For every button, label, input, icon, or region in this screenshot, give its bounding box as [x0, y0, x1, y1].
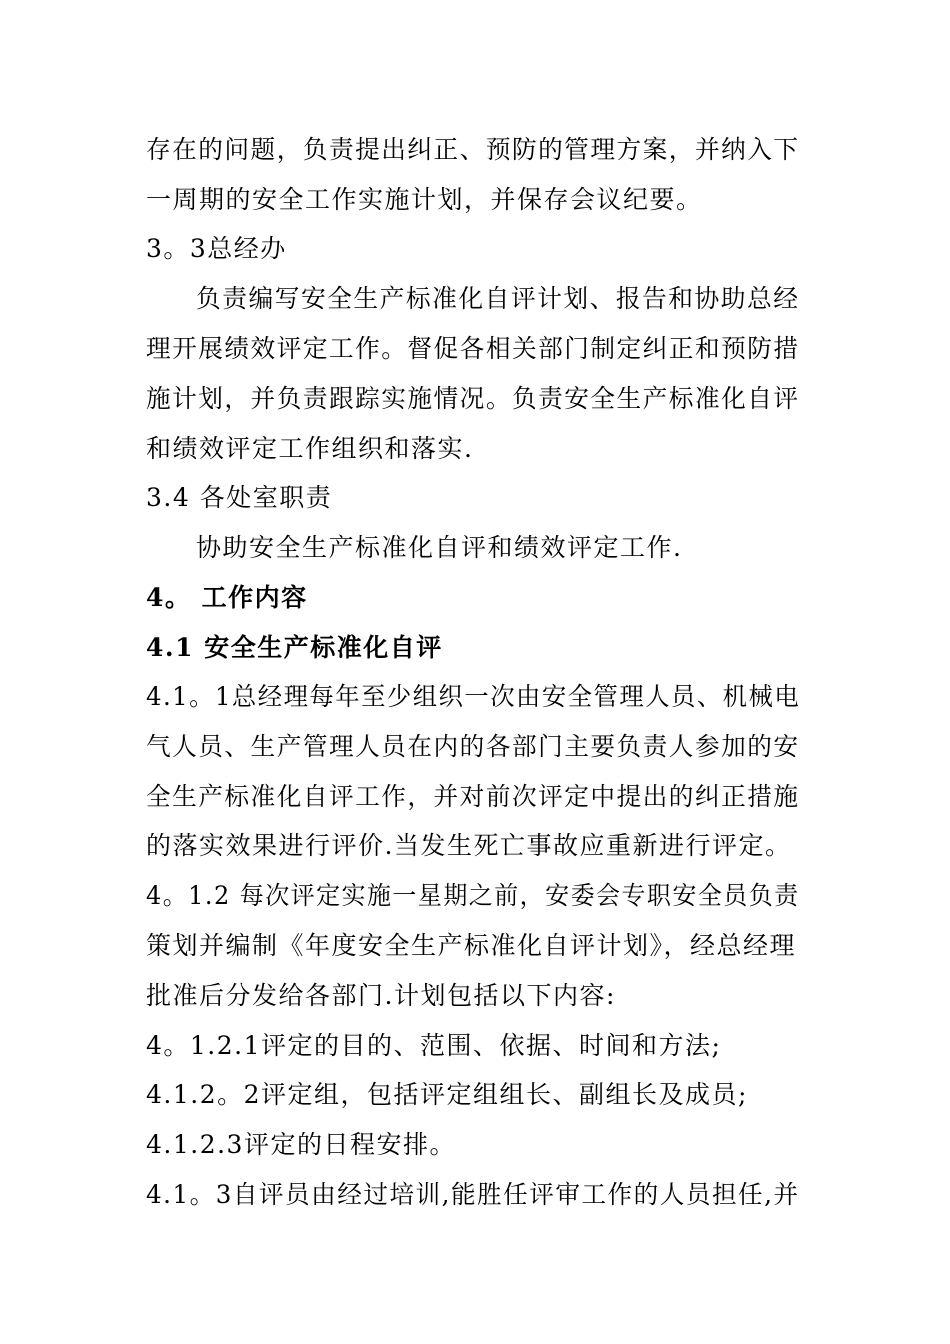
paragraph-line: 批准后分发给各部门.计划包括以下内容:	[146, 981, 616, 1010]
section-heading-4-1: 4.1 安全生产标准化自评	[146, 633, 443, 662]
paragraph-line: 4.1。1总经理每年至少组织一次由安全管理人员、机械电	[146, 682, 801, 711]
list-item: 4.1.2.3评定的日程安排。	[146, 1130, 456, 1159]
text-line: 存在的问题，负责提出纠正、预防的管理方案，并纳入下	[146, 135, 800, 164]
paragraph-line: 负责编写安全生产标准化自评计划、报告和协助总经	[196, 284, 800, 313]
paragraph-line: 4.1。3自评员由经过培训,能胜任评审工作的人员担任,并	[146, 1180, 800, 1209]
text-line: 一周期的安全工作实施计划，并保存会议纪要。	[146, 185, 703, 214]
paragraph-line: 的落实效果进行评价.当发生死亡事故应重新进行评定。	[146, 831, 792, 860]
paragraph-line: 策划并编制《年度安全生产标准化自评计划》，经总经理	[146, 931, 797, 960]
list-item: 4。1.2.1评定的目的、范围、依据、时间和方法;	[146, 1031, 722, 1060]
paragraph-line: 4。1.2 每次评定实施一星期之前，安委会专职安全员负责	[146, 881, 800, 910]
section-heading-3-3: 3。3总经办	[146, 234, 287, 263]
section-heading-4: 4。 工作内容	[146, 583, 308, 612]
section-heading-3-4: 3.4 各处室职责	[146, 483, 333, 512]
paragraph-line: 理开展绩效评定工作。督促各相关部门制定纠正和预防措	[146, 334, 800, 363]
paragraph-line: 气人员、生产管理人员在内的各部门主要负责人参加的安	[146, 732, 800, 761]
list-item: 4.1.2。2评定组，包括评定组组长、副组长及成员;	[146, 1080, 748, 1109]
paragraph-line: 施计划，并负责跟踪实施情况。负责安全生产标准化自评	[146, 384, 800, 413]
paragraph-line: 协助安全生产标准化自评和绩效评定工作.	[196, 533, 683, 562]
paragraph-line: 全生产标准化自评工作，并对前次评定中提出的纠正措施	[146, 782, 800, 811]
paragraph-line: 和绩效评定工作组织和落实.	[146, 434, 474, 463]
